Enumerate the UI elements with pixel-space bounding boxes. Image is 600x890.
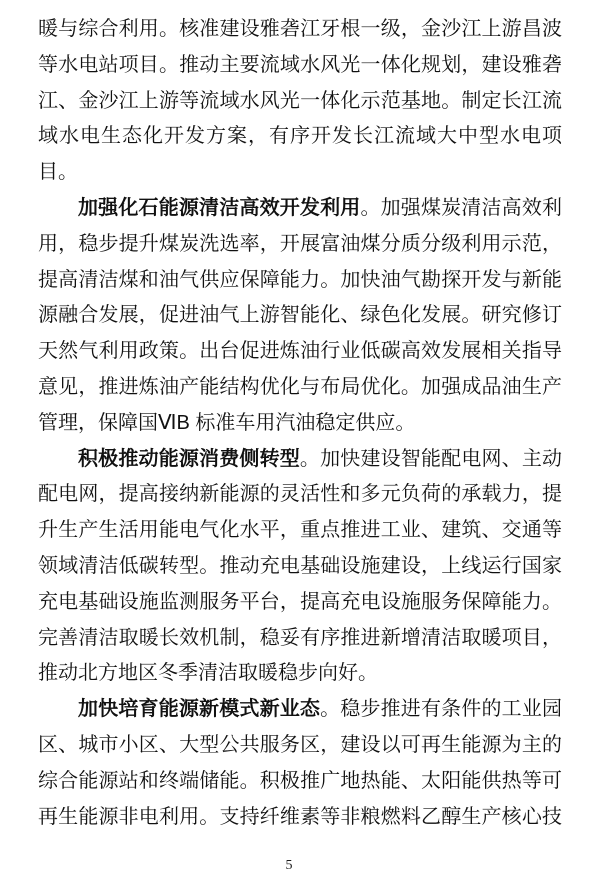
paragraph-lead-bold: 积极推动能源消费侧转型 xyxy=(78,447,300,470)
text-line: 积极推动能源消费侧转型。加快建设智能配电网、主动 xyxy=(78,447,563,470)
page-number: 5 xyxy=(285,858,293,873)
text-line: 推动北方地区冬季清洁取暖稳步向好。 xyxy=(38,662,378,685)
text-line: 目。 xyxy=(38,161,78,184)
text-line: 暖与综合利用。核准建设雅砻江牙根一级，金沙江上游昌波 xyxy=(38,18,562,40)
document-body xyxy=(38,12,562,835)
text-line: 区、城市小区、大型公共服务区，建设以可再生能源为主的 xyxy=(38,733,562,756)
text-line: 加强化石能源清洁高效开发利用。加强煤炭清洁高效利 xyxy=(78,196,563,219)
text-line: 充电基础设施监测服务平台，提高充电设施服务保障能力。 xyxy=(38,590,562,613)
text-line: 用，稳步提升煤炭洗选率，开展富油煤分质分级利用示范， xyxy=(38,232,562,255)
text-line: 综合能源站和终端储能。积极推广地热能、太阳能供热等可 xyxy=(38,769,562,792)
text-line: 天然气利用政策。出台促进炼油行业低碳高效发展相关指导 xyxy=(38,340,562,363)
text-line: 领域清洁低碳转型。推动充电基础设施建设，上线运行国家 xyxy=(38,554,562,577)
paragraph-lead-bold: 加强化石能源清洁高效开发利用 xyxy=(78,196,361,219)
text-line: 意见，推进炼油产能结构优化与布局优化。加强成品油生产 xyxy=(38,375,562,398)
text-line: 完善清洁取暖长效机制，稳妥有序推进新增清洁取暖项目， xyxy=(38,626,562,649)
text-line: 管理，保障国ⅥB 标准车用汽油稳定供应。 xyxy=(38,411,416,434)
text-line: 提高清洁煤和油气供应保障能力。加快油气勘探开发与新能 xyxy=(38,268,562,291)
text-line: 等水电站项目。推动主要流域水风光一体化规划，建设雅砻 xyxy=(38,53,562,76)
text-line: 再生能源非电利用。支持纤维素等非粮燃料乙醇生产核心技 xyxy=(38,805,562,828)
text-line: 加快培育能源新模式新业态。稳步推进有条件的工业园 xyxy=(78,698,563,721)
text-line: 配电网，提高接纳新能源的灵活性和多元负荷的承载力，提 xyxy=(38,483,562,506)
text-line: 江、金沙江上游等流域水风光一体化示范基地。制定长江流 xyxy=(38,89,562,112)
text-line: 域水电生态化开发方案，有序开发长江流域大中型水电项 xyxy=(38,125,562,148)
text-line: 源融合发展，促进油气上游智能化、绿色化发展。研究修订 xyxy=(38,304,562,327)
text-line: 升生产生活用能电气化水平，重点推进工业、建筑、交通等 xyxy=(38,519,562,542)
paragraph-lead-bold: 加快培育能源新模式新业态 xyxy=(78,698,321,721)
